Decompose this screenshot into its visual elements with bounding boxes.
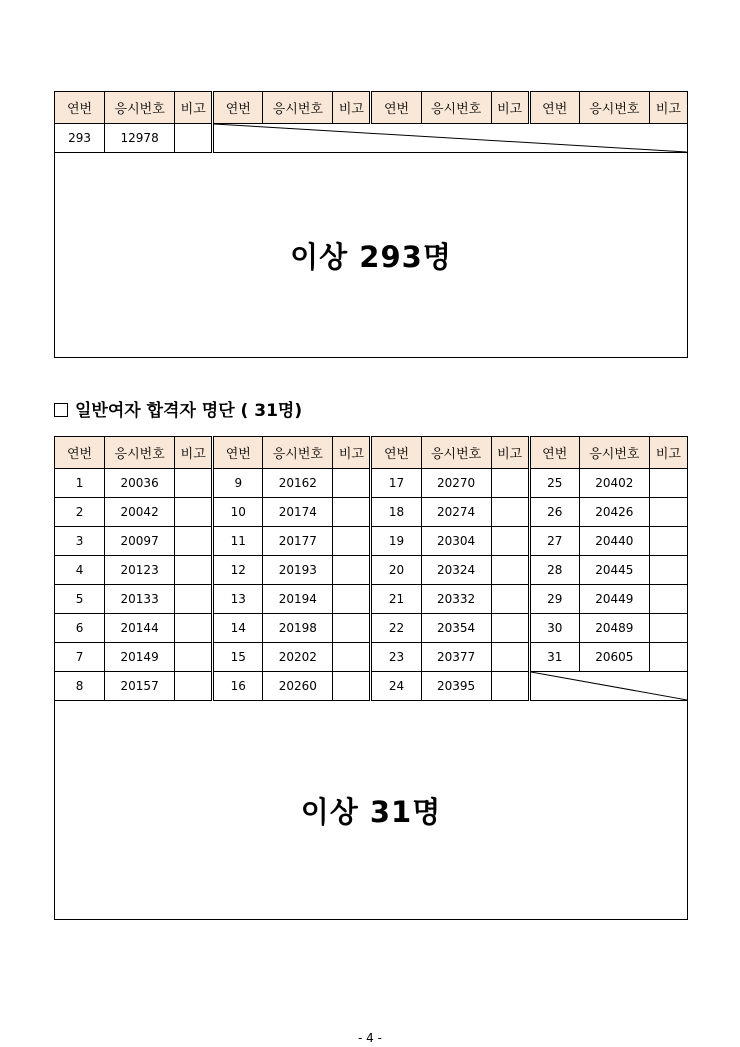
exam-number-cell: 20174 [263, 498, 333, 527]
empty-diagonal-cell [529, 672, 687, 701]
remark-cell [333, 672, 371, 701]
table-header-row [55, 92, 688, 124]
exam-number-cell: 20489 [579, 614, 649, 643]
remark-cell [175, 585, 213, 614]
exam-number-cell: 20395 [421, 672, 491, 701]
exam-number-cell: 20445 [579, 556, 649, 585]
remark-cell [649, 527, 687, 556]
table-header-row [55, 437, 688, 469]
remark-cell [649, 643, 687, 672]
exam-number-cell: 20274 [421, 498, 491, 527]
remark-cell [175, 498, 213, 527]
serial-number-cell: 10 [213, 498, 263, 527]
exam-number-cell: 20260 [263, 672, 333, 701]
applicant-table-1 [54, 91, 688, 358]
serial-header: 연번 [213, 437, 263, 469]
remark-cell [649, 469, 687, 498]
serial-number-cell: 12 [213, 556, 263, 585]
serial-number-cell: 26 [529, 498, 579, 527]
serial-number-cell: 24 [371, 672, 421, 701]
serial-number-cell: 22 [371, 614, 421, 643]
serial-number-cell: 14 [213, 614, 263, 643]
serial-number-cell: 31 [529, 643, 579, 672]
serial-number-cell: 29 [529, 585, 579, 614]
exam-number-cell: 20354 [421, 614, 491, 643]
remark-header: 비고 [491, 92, 529, 124]
diagonal-line [214, 124, 687, 152]
serial-number-cell: 18 [371, 498, 421, 527]
remark-header: 비고 [491, 437, 529, 469]
remark-cell [175, 527, 213, 556]
exam-number-cell: 20605 [579, 643, 649, 672]
remark-cell [491, 527, 529, 556]
serial-header: 연번 [213, 92, 263, 124]
remark-cell [175, 469, 213, 498]
serial-number-cell: 13 [213, 585, 263, 614]
remark-cell [175, 672, 213, 701]
serial-number-cell: 2 [55, 498, 105, 527]
remark-cell [333, 469, 371, 498]
serial-header: 연번 [55, 92, 105, 124]
exam-number-cell: 20133 [105, 585, 175, 614]
remark-header: 비고 [649, 92, 687, 124]
remark-header: 비고 [175, 437, 213, 469]
table-row [55, 585, 688, 614]
exam-number-cell: 20144 [105, 614, 175, 643]
diagonal-line [531, 672, 687, 700]
serial-number-cell: 17 [371, 469, 421, 498]
page-number: - 4 - [358, 1031, 382, 1045]
remark-cell [649, 585, 687, 614]
remark-header: 비고 [649, 437, 687, 469]
exam-number-cell: 20162 [263, 469, 333, 498]
checkbox-bullet-icon [54, 403, 68, 417]
remark-cell [175, 643, 213, 672]
remark-cell [491, 556, 529, 585]
applicant-table-2 [54, 436, 688, 920]
serial-header: 연번 [529, 437, 579, 469]
serial-number-cell: 9 [213, 469, 263, 498]
exam-number-cell: 20194 [263, 585, 333, 614]
serial-number-cell: 8 [55, 672, 105, 701]
section-heading-text: 일반여자 합격자 명단 ( 31명) [75, 401, 303, 421]
exam-number-cell: 20324 [421, 556, 491, 585]
table-row [55, 124, 688, 153]
summary-total: 이상 293명 [55, 153, 688, 358]
serial-number-cell: 21 [371, 585, 421, 614]
remark-cell [175, 556, 213, 585]
remark-cell [491, 643, 529, 672]
serial-number-cell: 28 [529, 556, 579, 585]
remark-header: 비고 [333, 92, 371, 124]
exam-number-cell: 20097 [105, 527, 175, 556]
remark-header: 비고 [333, 437, 371, 469]
remark-cell [333, 585, 371, 614]
summary-total: 이상 31명 [55, 701, 688, 920]
remark-cell [333, 527, 371, 556]
remark-cell [491, 498, 529, 527]
exam-number-cell: 12978 [105, 124, 175, 153]
empty-diagonal-cell [213, 124, 688, 153]
remark-cell [649, 556, 687, 585]
exam-number-cell: 20449 [579, 585, 649, 614]
remark-header: 비고 [175, 92, 213, 124]
exam-number-header: 응시번호 [105, 92, 175, 124]
remark-cell [333, 498, 371, 527]
serial-number-cell: 3 [55, 527, 105, 556]
remark-cell [333, 614, 371, 643]
remark-cell [333, 556, 371, 585]
serial-number-cell: 1 [55, 469, 105, 498]
table-row [55, 614, 688, 643]
exam-number-cell: 20402 [579, 469, 649, 498]
exam-number-header: 응시번호 [579, 437, 649, 469]
exam-number-cell: 20270 [421, 469, 491, 498]
serial-number-cell: 20 [371, 556, 421, 585]
serial-number-cell: 11 [213, 527, 263, 556]
serial-number-cell: 293 [55, 124, 105, 153]
remark-cell [175, 614, 213, 643]
serial-header: 연번 [371, 437, 421, 469]
serial-number-cell: 7 [55, 643, 105, 672]
serial-number-cell: 19 [371, 527, 421, 556]
remark-cell [333, 643, 371, 672]
table-row [55, 498, 688, 527]
serial-header: 연번 [529, 92, 579, 124]
exam-number-cell: 20304 [421, 527, 491, 556]
remark-cell [491, 469, 529, 498]
serial-number-cell: 30 [529, 614, 579, 643]
exam-number-cell: 20042 [105, 498, 175, 527]
exam-number-cell: 20332 [421, 585, 491, 614]
exam-number-cell: 20177 [263, 527, 333, 556]
serial-number-cell: 6 [55, 614, 105, 643]
serial-header: 연번 [371, 92, 421, 124]
serial-number-cell: 4 [55, 556, 105, 585]
table-row [55, 643, 688, 672]
remark-cell [491, 614, 529, 643]
table-row [55, 527, 688, 556]
exam-number-cell: 20036 [105, 469, 175, 498]
serial-number-cell: 5 [55, 585, 105, 614]
remark-cell [649, 614, 687, 643]
exam-number-cell: 20123 [105, 556, 175, 585]
exam-number-header: 응시번호 [579, 92, 649, 124]
serial-number-cell: 16 [213, 672, 263, 701]
exam-number-cell: 20202 [263, 643, 333, 672]
serial-header: 연번 [55, 437, 105, 469]
exam-number-cell: 20377 [421, 643, 491, 672]
remark-cell [491, 672, 529, 701]
exam-number-cell: 20193 [263, 556, 333, 585]
exam-number-cell: 20149 [105, 643, 175, 672]
exam-number-cell: 20440 [579, 527, 649, 556]
table-row [55, 469, 688, 498]
serial-number-cell: 27 [529, 527, 579, 556]
remark-cell [491, 585, 529, 614]
exam-number-header: 응시번호 [421, 92, 491, 124]
exam-number-header: 응시번호 [421, 437, 491, 469]
exam-number-header: 응시번호 [105, 437, 175, 469]
exam-number-cell: 20157 [105, 672, 175, 701]
exam-number-cell: 20426 [579, 498, 649, 527]
section-heading [54, 396, 302, 421]
exam-number-header: 응시번호 [263, 437, 333, 469]
serial-number-cell: 23 [371, 643, 421, 672]
serial-number-cell: 25 [529, 469, 579, 498]
remark-cell [175, 124, 213, 153]
remark-cell [649, 498, 687, 527]
table-row [55, 556, 688, 585]
table-row [55, 672, 688, 701]
exam-number-header: 응시번호 [263, 92, 333, 124]
serial-number-cell: 15 [213, 643, 263, 672]
exam-number-cell: 20198 [263, 614, 333, 643]
